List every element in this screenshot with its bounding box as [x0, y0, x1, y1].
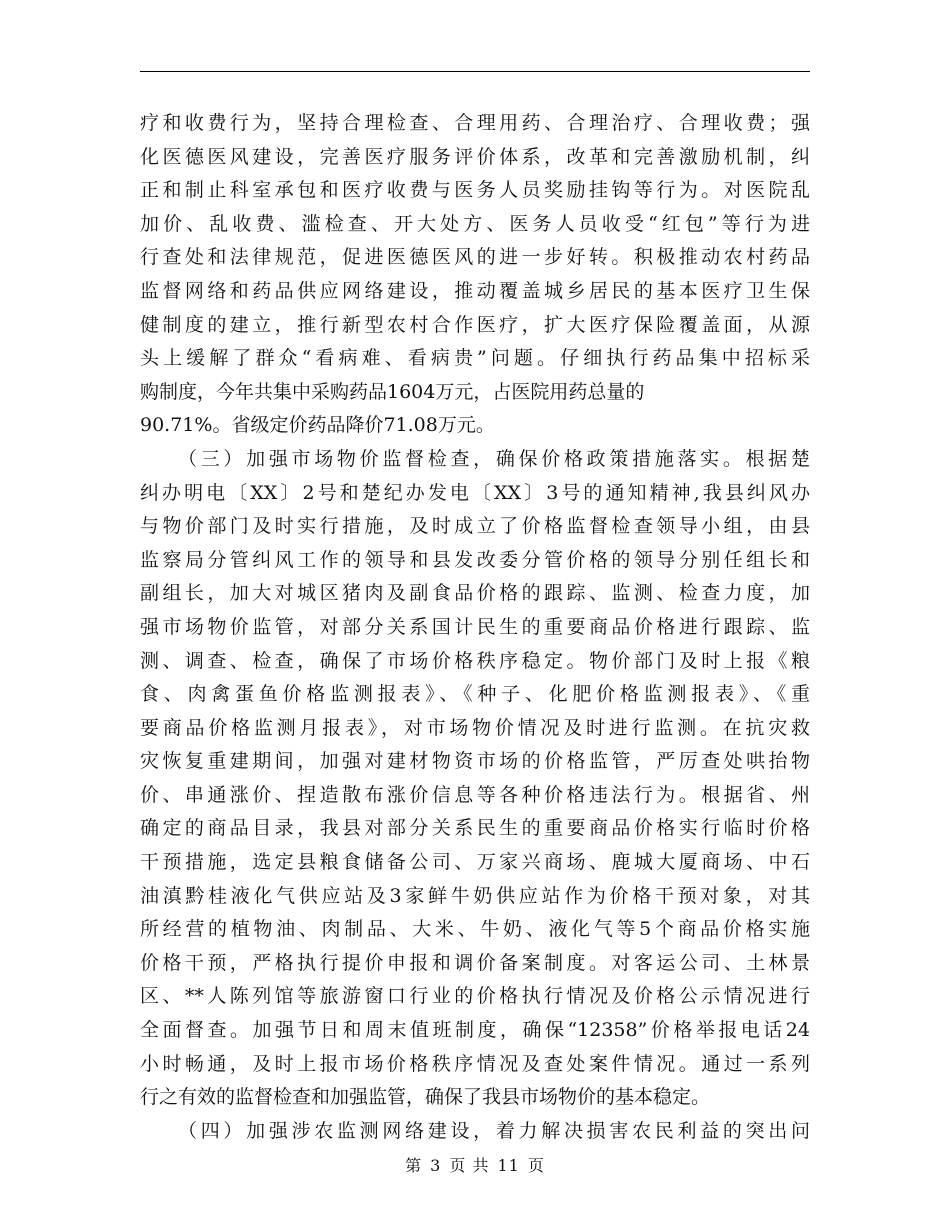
text-line: 头上缓解了群众“看病难、看病贵”问题。仔细执行药品集中招标采	[140, 347, 810, 370]
text-line: 所经营的植物油、肉制品、大米、牛奶、液化气等5个商品价格实施	[140, 918, 810, 941]
text-line: 确定的商品目录，我县对部分关系民生的重要商品价格实行临时价格	[140, 817, 810, 840]
text-line: 购制度，今年共集中采购药品1604万元，占医院用药总量的	[140, 380, 645, 403]
text-line: 纠办明电〔XX〕2号和楚纪办发电〔XX〕3号的通知精神,我县纠风办	[140, 481, 810, 504]
text-line: 监督网络和药品供应网络建设，推动覆盖城乡居民的基本医疗卫生保	[140, 279, 810, 302]
text-line: 行查处和法律规范，促进医德医风的进一步好转。积极推动农村药品	[140, 246, 810, 269]
text-line: 要商品价格监测月报表》，对市场物价情况及时进行监测。在抗灾救	[140, 716, 810, 739]
text-line: 正和制止科室承包和医疗收费与医务人员奖励挂钩等行为。对医院乱	[140, 179, 810, 202]
text-line: 疗和收费行为，坚持合理检查、合理用药、合理治疗、合理收费；强	[140, 112, 810, 134]
section-4-first-line: （四）加强涉农监测网络建设，着力解决损害农民利益的突出问	[178, 1119, 810, 1142]
document-body	[140, 107, 810, 1148]
page-footer	[0, 1153, 950, 1176]
text-line: 测、调查、检查，确保了市场价格秩序稳定。物价部门及时上报《粮	[140, 649, 810, 672]
page-number: 3	[430, 1156, 442, 1175]
footer-prefix: 第	[405, 1156, 423, 1175]
text-line: 干预措施，选定县粮食储备公司、万家兴商场、鹿城大厦商场、中石	[140, 851, 810, 874]
paragraph-end-line: 行之有效的监督检查和加强监管，确保了我县市场物价的基本稳定。	[140, 1086, 711, 1109]
text-line: 小时畅通，及时上报市场价格秩序情况及查处案件情况。通过一系列	[140, 1052, 810, 1075]
text-line: 区、**人陈列馆等旅游窗口行业的价格执行情况及价格公示情况进行	[140, 985, 810, 1008]
text-line: 全面督查。加强节日和周末值班制度，确保“12358”价格举报电话24	[140, 1019, 810, 1042]
text-line: 健制度的建立，推行新型农村合作医疗，扩大医疗保险覆盖面，从源	[140, 313, 810, 336]
text-line: 化医德医风建设，完善医疗服务评价体系，改革和完善激励机制，纠	[140, 145, 810, 168]
text-line: 加价、乱收费、滥检查、开大处方、医务人员收受“红包”等行为进	[140, 212, 810, 235]
header-rule	[140, 71, 810, 72]
text-line: 灾恢复重建期间，加强对建材物资市场的价格监管，严厉查处哄抬物	[140, 750, 810, 773]
text-line: 油滇黔桂液化气供应站及3家鲜牛奶供应站作为价格干预对象，对其	[140, 884, 810, 907]
page-total: 11	[497, 1156, 520, 1175]
text-line: 与物价部门及时实行措施，及时成立了价格监督检查领导小组，由县	[140, 515, 810, 538]
text-line: 价、串通涨价、捏造散布涨价信息等各种价格违法行为。根据省、州	[140, 783, 810, 806]
section-3-first-line: （三）加强市场物价监督检查，确保价格政策措施落实。根据楚	[178, 447, 810, 470]
paragraph-end-line: 90.71%。省级定价药品降价71.08万元。	[140, 414, 495, 437]
text-line: 副组长，加大对城区猪肉及副食品价格的跟踪、监测、检查力度，加	[140, 582, 810, 605]
text-line: 强市场物价监管，对部分关系国计民生的重要商品价格进行跟踪、监	[140, 615, 810, 638]
text-line: 监察局分管纠风工作的领导和县发改委分管价格的领导分别任组长和	[140, 548, 810, 571]
text-line: 食、肉禽蛋鱼价格监测报表》、《种子、化肥价格监测报表》、《重	[140, 683, 810, 706]
footer-middle: 页 共	[449, 1156, 490, 1175]
footer-suffix: 页	[527, 1156, 545, 1175]
text-line: 价格干预，严格执行提价申报和调价备案制度。对客运公司、土林景	[140, 951, 810, 974]
